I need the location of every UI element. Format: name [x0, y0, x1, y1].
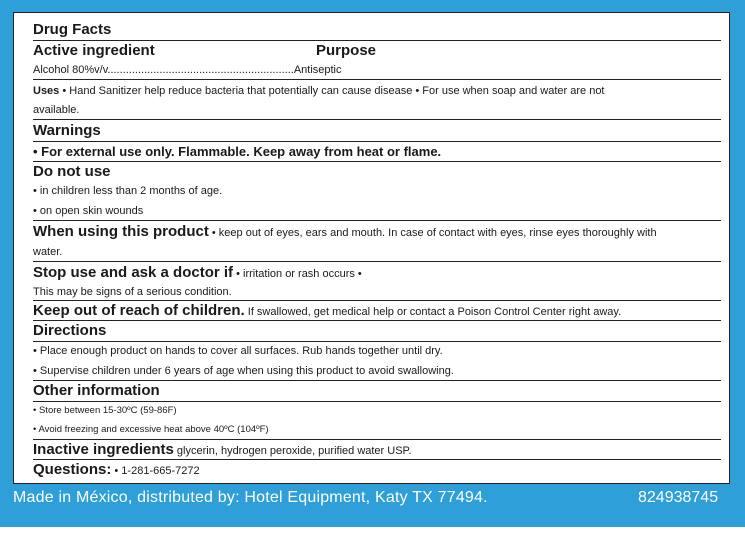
uses-text: • Hand Sanitizer help reduce bacteria that potentially can cause disease • For use when soap and water are not: [59, 85, 605, 97]
other-information-item: • Store between 15-30ºC (59-86F): [33, 405, 177, 416]
questions-line: [33, 461, 721, 478]
questions-heading: Questions:: [33, 461, 112, 478]
divider: [33, 261, 721, 262]
drug-facts-title: Drug Facts: [33, 21, 112, 38]
drug-facts-panel: [13, 12, 730, 484]
divider: [33, 439, 721, 440]
uses-line-2: available.: [33, 104, 80, 116]
active-ingredient-heading: [33, 42, 721, 59]
divider: [33, 40, 721, 41]
directions-item: • Supervise children under 6 years of age when using this product to avoid swallowing.: [33, 365, 454, 377]
directions-item: • Place enough product on hands to cover all surfaces. Rub hands together until dry.: [33, 345, 443, 357]
divider: [33, 119, 721, 120]
stop-use-heading: Stop use and ask a doctor if: [33, 264, 234, 281]
warnings-line: • For external use only. Flammable. Keep away from heat or flame.: [33, 144, 442, 159]
questions-text: • 1-281-665-7272: [111, 465, 200, 477]
when-using-heading: When using this product: [33, 223, 209, 240]
do-not-use-item: • in children less than 2 months of age.: [33, 185, 223, 197]
stop-use-line-2: This may be signs of a serious condition.: [33, 286, 232, 298]
stop-use-text: • irritation or rash occurs •: [233, 268, 362, 280]
inactive-ingredients-line: [33, 441, 721, 458]
other-information-item: • Avoid freezing and excessive heat above 40ºC (104ºF): [33, 424, 269, 435]
divider: [33, 380, 721, 381]
active-ingredient-line: Alcohol 80%v/v.............................................................Antiseptic: [33, 64, 342, 76]
warnings-heading: Warnings: [33, 122, 101, 139]
active-ingredient-label: Active ingredient: [33, 42, 155, 59]
footer-code: 824938745: [638, 489, 719, 506]
divider: [33, 320, 721, 321]
when-using-text: • keep out of eyes, ears and mouth. In case of contact with eyes, rinse eyes thoroughly with: [208, 227, 657, 239]
divider: [33, 401, 721, 402]
do-not-use-item: • on open skin wounds: [33, 205, 144, 217]
keep-out-heading: Keep out of reach of children.: [33, 302, 245, 319]
divider: [33, 341, 721, 342]
divider: [33, 141, 721, 142]
other-information-heading: Other information: [33, 382, 160, 399]
keep-out-line: [33, 302, 721, 319]
keep-out-text: If swallowed, get medical help or contact a Poison Control Center right away.: [244, 306, 622, 318]
divider: [33, 220, 721, 221]
stop-use-line-1: [33, 264, 721, 281]
uses-heading: Uses: [33, 85, 60, 97]
divider: [33, 459, 721, 460]
divider: [33, 79, 721, 80]
inactive-ingredients-heading: Inactive ingredients: [33, 441, 174, 458]
footer-distributor: Made in México, distributed by: Hotel Equipment, Katy TX 77494.: [13, 489, 488, 506]
directions-heading: Directions: [33, 322, 107, 339]
uses-line-1: [33, 85, 721, 97]
inactive-ingredients-text: glycerin, hydrogen peroxide, purified water USP.: [173, 445, 412, 457]
divider: [33, 300, 721, 301]
when-using-line-2: water.: [33, 246, 63, 258]
when-using-line-1: [33, 223, 721, 240]
purpose-heading: Purpose: [316, 42, 377, 59]
divider: [33, 161, 721, 162]
do-not-use-heading: Do not use: [33, 163, 111, 180]
